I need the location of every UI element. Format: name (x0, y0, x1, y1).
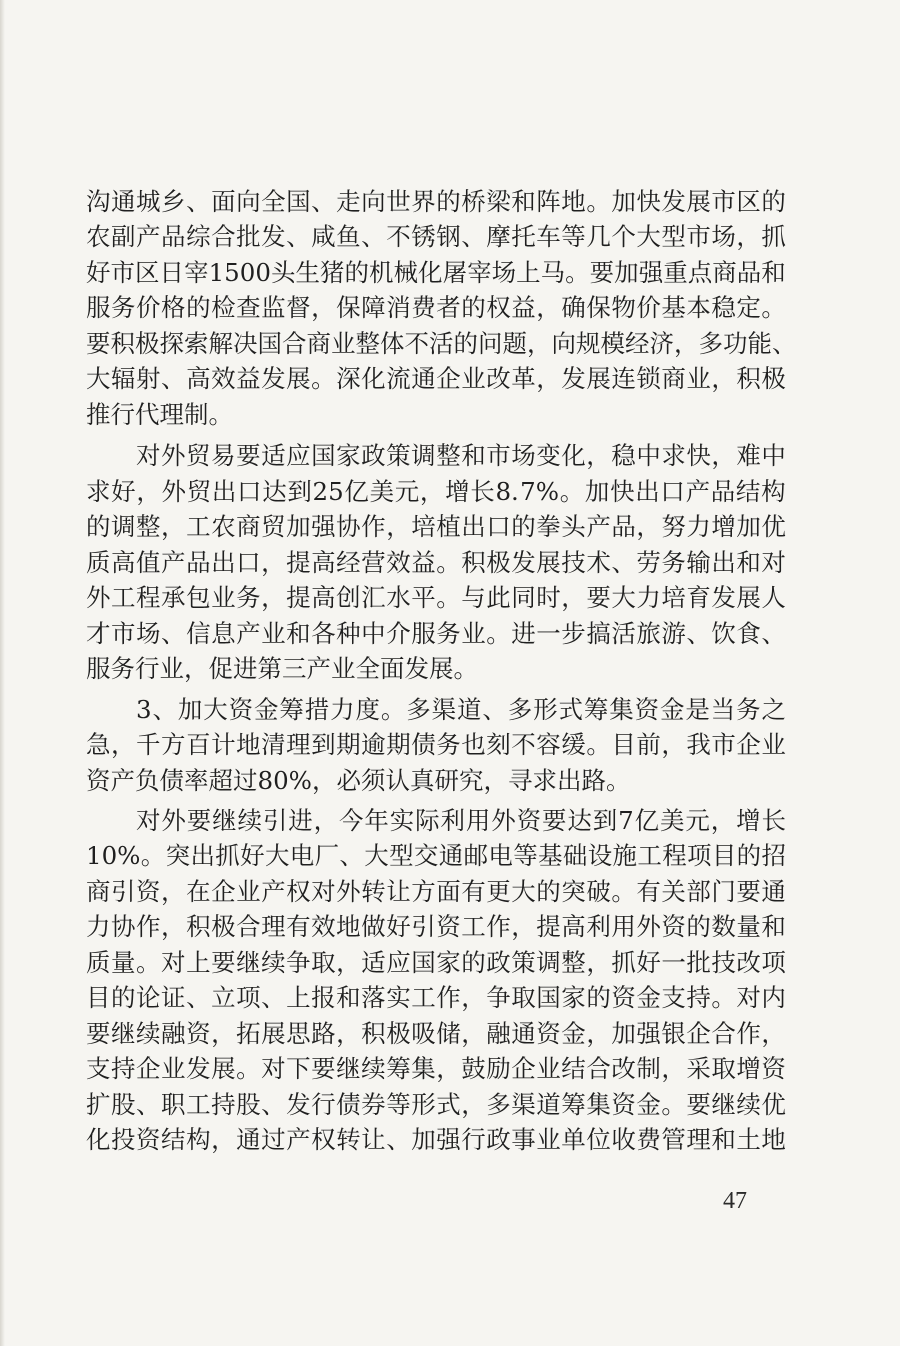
text-line: 服务行业，促进第三产业全面发展。 (86, 654, 478, 683)
text-line: 力 协 作 ， 积 极 合 理 有 效 地 做 好 引 资 工 作 ， 提 高 利 用 外 资 的 数 量 和 (86, 912, 786, 941)
text-line: 好 市 区 日 宰 1500 头 生 猪 的 机 械 化 屠 宰 场 上 马 。 要 加 强 重 点 商 品 和 (86, 258, 786, 287)
text-line: 目 的 论 证 、 立 项 、 上 报 和 落 实 工 作 ， 争 取 国 家 的 资 金 支 持 。 对 内 (86, 983, 786, 1012)
text-line: 外 工 程 承 包 业 务 ， 提 高 创 汇 水 平 。 与 此 同 时 ， 要 大 力 培 育 发 展 人 (86, 583, 786, 612)
text-line: 农 副 产 品 综 合 批 发 、 咸 鱼 、 不 锈 钢 、 摩 托 车 等 几 个 大 型 市 场 ， 抓 (86, 222, 786, 251)
text-line: 服 务 价 格 的 检 查 监 督 ， 保 障 消 费 者 的 权 益 ， 确 保 物 价 基 本 稳 定 。 (86, 293, 786, 322)
text-line: 质 高 值 产 品 出 口 ， 提 高 经 营 效 益 。 积 极 发 展 技 术 、 劳 务 输 出 和 对 (86, 548, 786, 577)
section-heading-line: 3 、 加 大 资 金 筹 措 力 度 。 多 渠 道 、 多 形 式 筹 集 资 金 是 当 务 之 (136, 695, 786, 724)
text-line: 求 好 ， 外 贸 出 口 达 到 25 亿 美 元 ， 增 长 8. 7% 。 加 快 出 口 产 品 结 构 (86, 477, 786, 506)
text-line: 才 市 场 、 信 息 产 业 和 各 种 中 介 服 务 业 。 进 一 步 搞 活 旅 游 、 饮 食 、 (86, 619, 786, 648)
text-line: 急 ， 千 方 百 计 地 清 理 到 期 逾 期 债 务 也 刻 不 容 缓 。 目 前 ， 我 市 企 业 (86, 730, 786, 759)
text-line: 大 辐 射 、 高 效 益 发 展 。 深 化 流 通 企 业 改 革 ， 发 展 连 锁 商 业 ， 积 极 (86, 364, 786, 393)
text-line: 化 投 资 结 构 ， 通 过 产 权 转 让 、 加 强 行 政 事 业 单 位 收 费 管 理 和 土 地 (86, 1125, 786, 1154)
paragraph-first-line: 对 外 要 继 续 引 进 ， 今 年 实 际 利 用 外 资 要 达 到 7 亿 美 元 ， 增 长 (136, 806, 786, 835)
text-line: 要 积 极 探 索 解 决 国 合 商 业 整 体 不 活 的 问 题 ， 向 规 模 经 济 ， 多 功 能 、 (86, 329, 797, 358)
text-line: 10% 。 突 出 抓 好 大 电 厂 、 大 型 交 通 邮 电 等 基 础 设 施 工 程 项 目 的 招 (86, 841, 786, 870)
text-line: 商 引 资 ， 在 企 业 产 权 对 外 转 让 方 面 有 更 大 的 突 破 。 有 关 部 门 要 通 (86, 877, 786, 906)
text-line: 支 持 企 业 发 展 。 对 下 要 继 续 筹 集 ， 鼓 励 企 业 结 合 改 制 ， 采 取 增 资 (86, 1054, 786, 1083)
text-line: 要 继 续 融 资 ， 拓 展 思 路 ， 积 极 吸 储 ， 融 通 资 金 ， 加 强 银 企 合 作 ， (86, 1019, 786, 1048)
text-line: 沟 通 城 乡 、 面 向 全 国 、 走 向 世 界 的 桥 梁 和 阵 地 。 加 快 发 展 市 区 的 (86, 187, 786, 216)
text-line: 的 调 整 ， 工 农 商 贸 加 强 协 作 ， 培 植 出 口 的 拳 头 产 品 ， 努 力 增 加 优 (86, 512, 786, 541)
paragraph-first-line: 对 外 贸 易 要 适 应 国 家 政 策 调 整 和 市 场 变 化 ， 稳 中 求 快 ， 难 中 (136, 441, 786, 470)
text-line: 推行代理制。 (86, 400, 233, 429)
text-line: 扩 股 、 职 工 持 股 、 发 行 债 券 等 形 式 ， 多 渠 道 筹 集 资 金 。 要 继 续 优 (86, 1090, 786, 1119)
text-line: 质 量 。 对 上 要 继 续 争 取 ， 适 应 国 家 的 政 策 调 整 ， 抓 好 一 批 技 改 项 (86, 948, 786, 977)
text-line: 资产负债率超过80%，必须认真研究，寻求出路。 (86, 766, 631, 795)
page-number: 47 (723, 1188, 747, 1214)
